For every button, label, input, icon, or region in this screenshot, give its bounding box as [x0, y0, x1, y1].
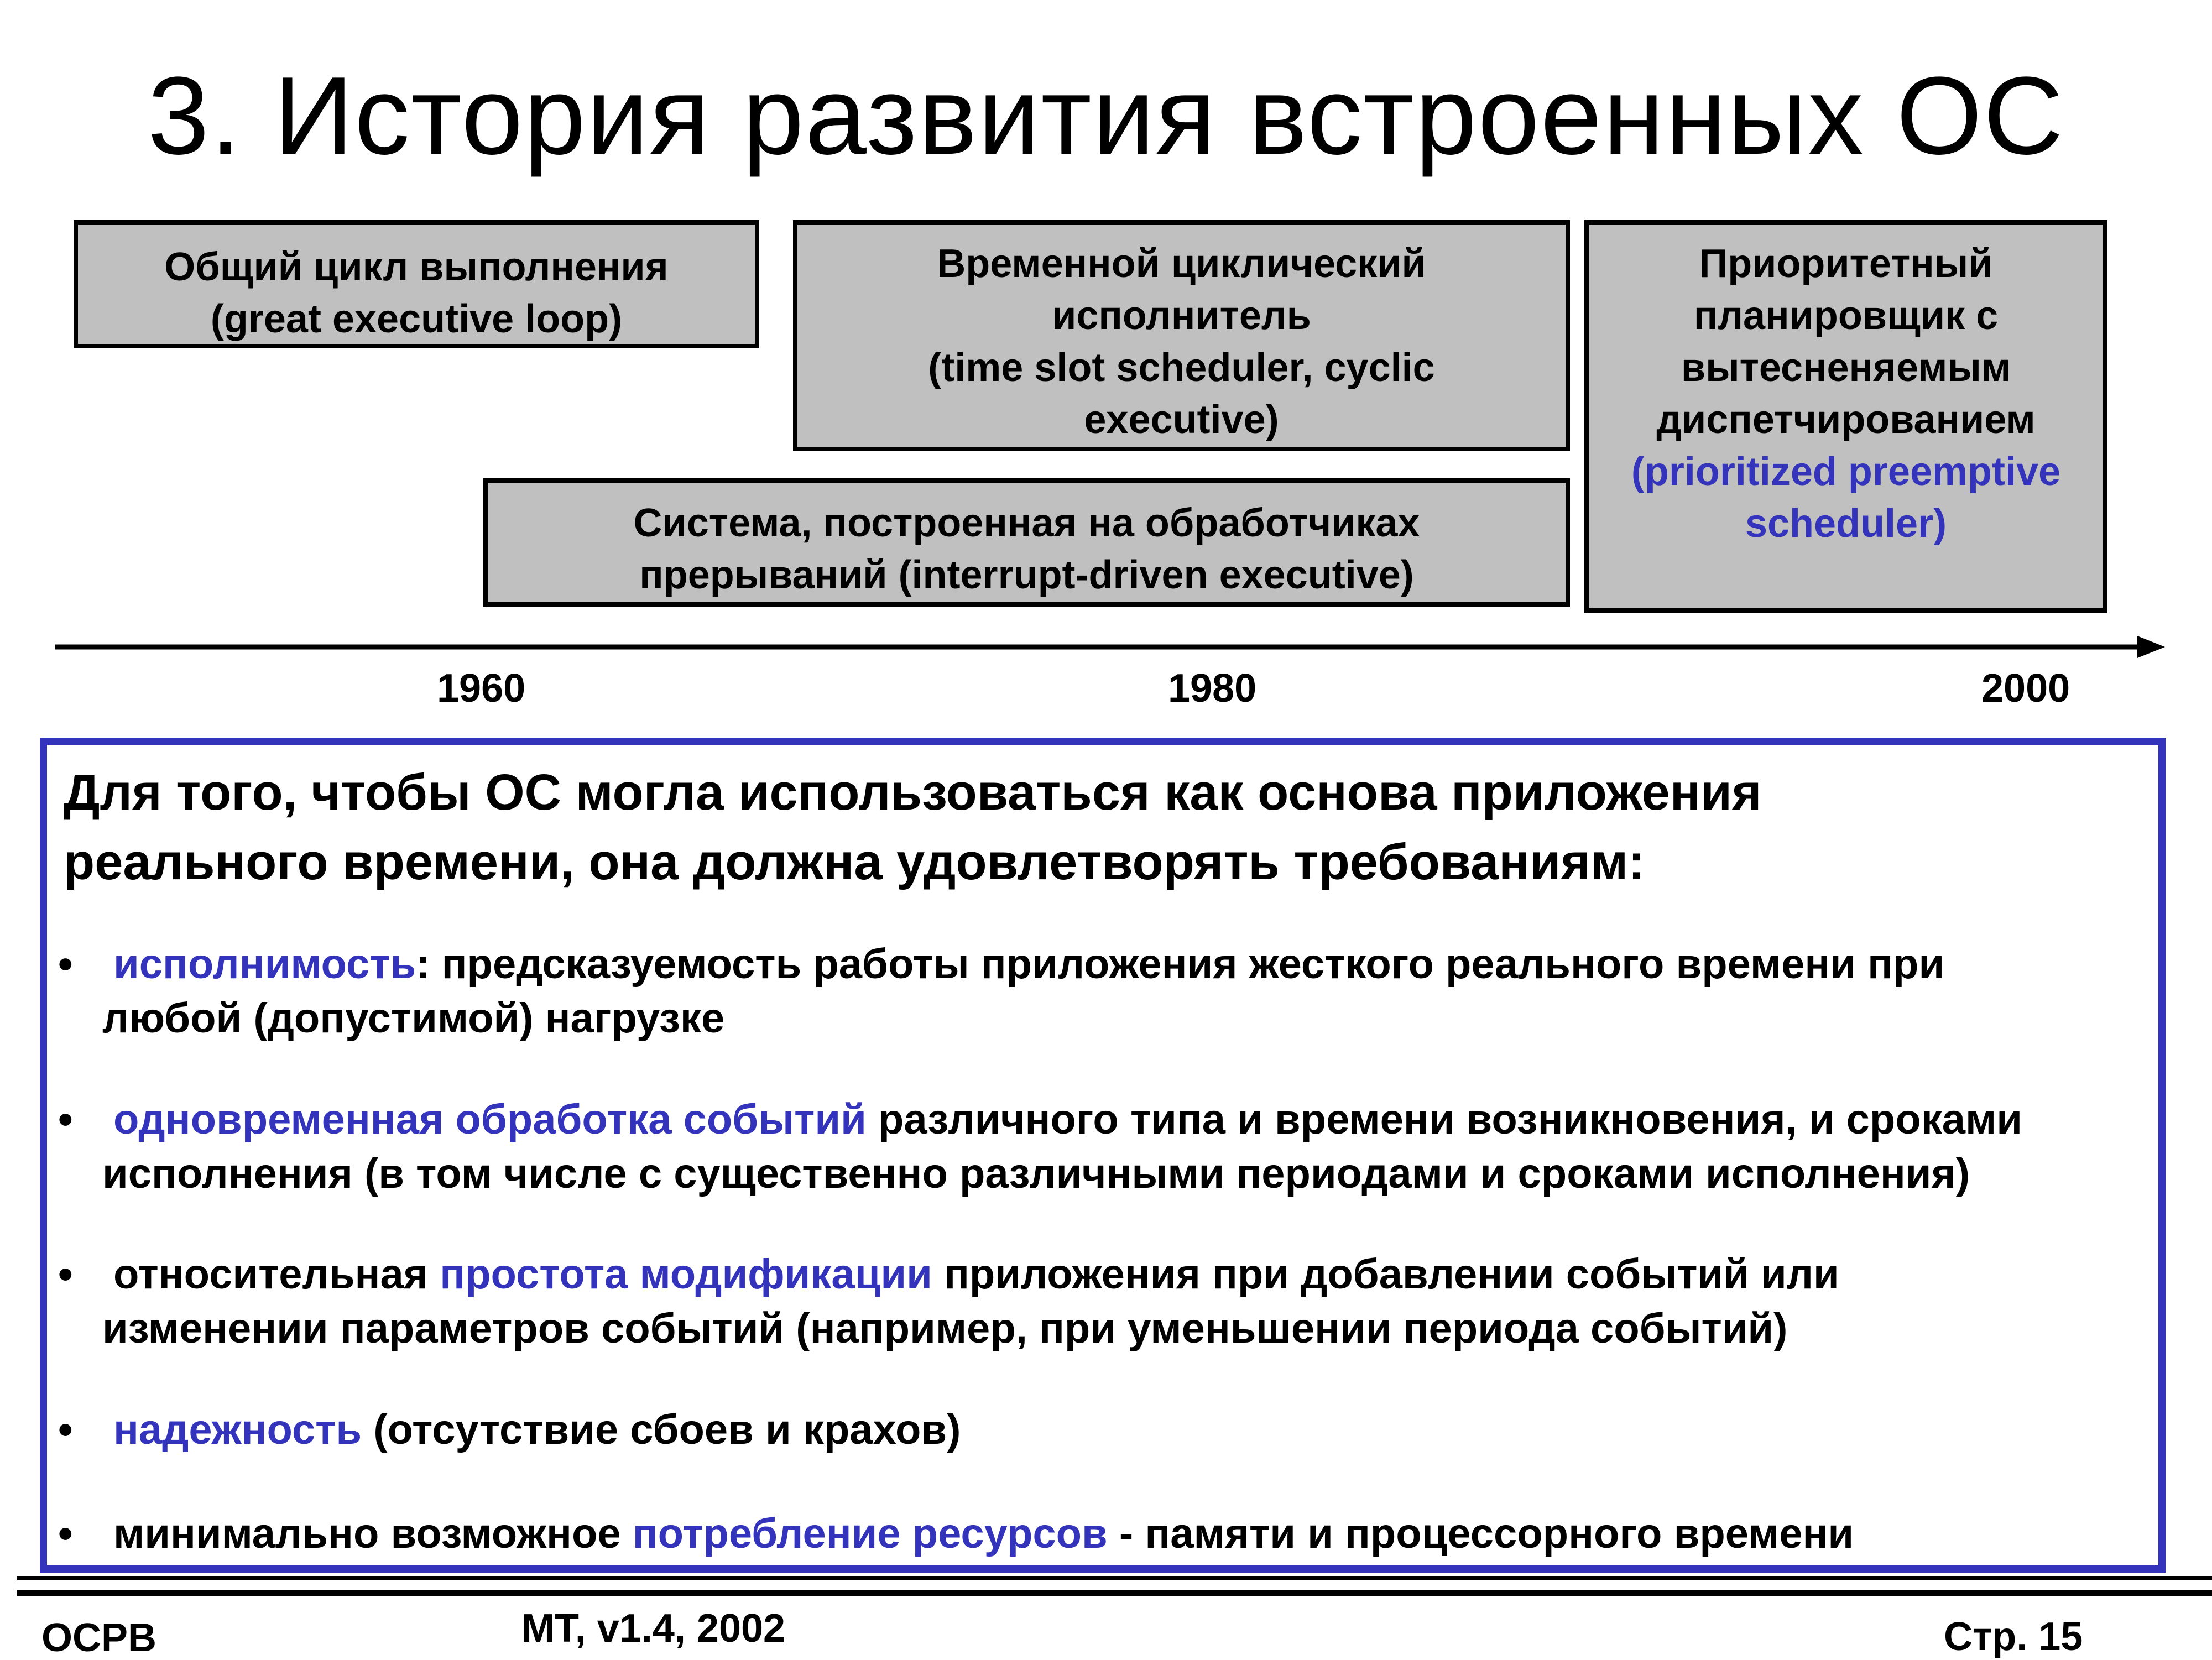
era-line: исполнитель — [1052, 294, 1311, 338]
bullet: • — [58, 941, 73, 988]
requirement-continuation: изменении параметров событий (например, при уменьшении периода событий) — [102, 1305, 1788, 1352]
footer-page-number: Стр. 15 — [1944, 1615, 2083, 1659]
requirement-continuation: любой (допустимой) нагрузке — [102, 995, 725, 1042]
era-line: Приоритетный — [1699, 242, 1993, 286]
footer-rule-thick — [17, 1590, 2212, 1596]
era-line: Общий цикл выполнения — [164, 245, 669, 289]
bullet: • — [58, 1096, 73, 1143]
footer-left: ОСРВ — [41, 1616, 157, 1660]
year-label-2000: 2000 — [1981, 666, 2070, 711]
era-time-slot-scheduler — [793, 220, 1570, 451]
requirement-prefix: минимально возможное — [113, 1510, 633, 1557]
era-highlight-line: scheduler) — [1745, 502, 1947, 546]
era-interrupt-driven-executive — [483, 478, 1570, 607]
slide-title: 3. История развития встроенных ОС — [147, 54, 2065, 178]
requirement-keyword: надежность — [113, 1406, 362, 1453]
era-line: прерываний (interrupt-driven executive) — [639, 553, 1414, 597]
requirement-text: различного типа и времени возникновения, и сроками — [866, 1096, 2022, 1143]
year-label-1980: 1980 — [1168, 666, 1257, 711]
requirement-text: : предсказуемость работы приложения жесткого реального времени при — [416, 941, 1945, 988]
requirement-item — [58, 937, 2126, 1046]
requirement-item — [58, 1507, 2126, 1561]
era-line: Система, построенная на обработчиках — [633, 501, 1420, 545]
requirement-keyword: исполнимость — [113, 941, 416, 988]
timeline-axis — [0, 625, 2212, 669]
requirement-prefix: относительная — [113, 1251, 440, 1298]
requirement-item — [58, 1247, 2126, 1356]
footer-rule-thin — [17, 1576, 2212, 1580]
era-line: Временной циклический — [937, 242, 1426, 286]
intro-line: Для того, чтобы ОС могла использоваться как основа приложения — [64, 764, 1762, 821]
requirement-keyword: простота модификации — [440, 1251, 932, 1298]
era-line: планировщик с — [1693, 294, 1999, 338]
era-highlight-line: (prioritized preemptive — [1631, 450, 2061, 494]
era-line: вытесненяемым — [1681, 346, 2011, 390]
requirement-text: (отсутствие сбоев и крахов) — [362, 1406, 961, 1453]
requirement-item — [58, 1403, 2126, 1457]
era-line: диспетчированием — [1656, 398, 2036, 442]
requirement-keyword: одновременная обработка событий — [113, 1096, 867, 1143]
intro-line: реального времени, она должна удовлетворять требованиям: — [64, 834, 1645, 890]
requirements-intro — [64, 758, 2110, 897]
requirement-keyword: потребление ресурсов — [632, 1510, 1108, 1557]
requirement-continuation: исполнения (в том числе с существенно различными периодами и сроками исполнения) — [102, 1150, 1970, 1197]
requirement-item — [58, 1093, 2126, 1201]
bullet: • — [58, 1406, 73, 1453]
timeline-arrowhead — [2137, 636, 2165, 658]
year-label-1960: 1960 — [437, 666, 526, 711]
era-line: (time slot scheduler, cyclic — [928, 346, 1435, 390]
requirement-text: приложения при добавлении событий или — [932, 1251, 1839, 1298]
bullet: • — [58, 1510, 73, 1557]
footer-center: МТ, v1.4, 2002 — [521, 1606, 786, 1651]
requirement-text: - памяти и процессорного времени — [1107, 1510, 1854, 1557]
era-prioritized-preemptive-scheduler — [1584, 220, 2107, 613]
era-line: executive) — [1084, 398, 1279, 442]
era-line: (great executive loop) — [210, 297, 623, 341]
era-great-executive-loop — [74, 220, 759, 348]
bullet: • — [58, 1251, 73, 1298]
